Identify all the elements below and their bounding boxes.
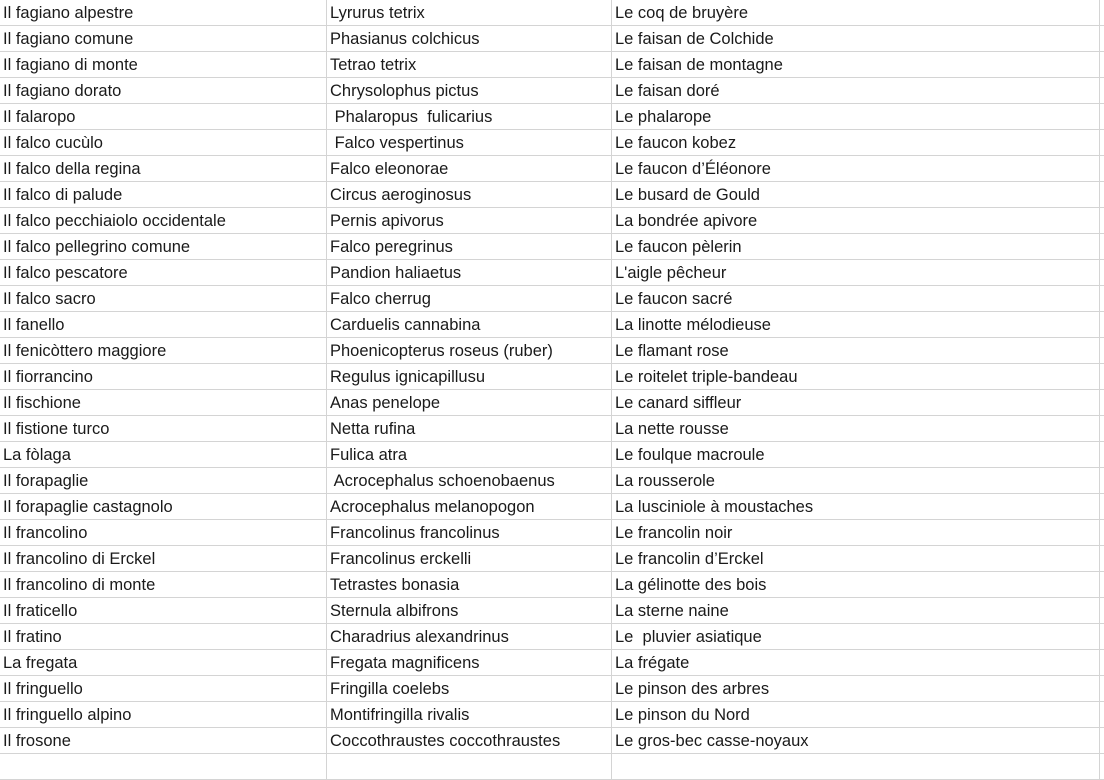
empty-cell[interactable] [1100, 130, 1104, 156]
italian-name-cell[interactable]: Il fiorrancino [0, 364, 327, 390]
latin-name-cell[interactable]: Sternula albifrons [327, 598, 612, 624]
italian-name-cell[interactable]: Il falco pescatore [0, 260, 327, 286]
italian-name-cell[interactable]: Il falco di palude [0, 182, 327, 208]
italian-name-cell[interactable]: Il fringuello alpino [0, 702, 327, 728]
table-row [0, 546, 1104, 572]
french-name-cell[interactable]: Le faucon d’Éléonore [612, 156, 1100, 182]
table-row [0, 702, 1104, 728]
french-name-cell[interactable]: Le faisan doré [612, 78, 1100, 104]
french-name-cell[interactable]: Le pinson du Nord [612, 702, 1100, 728]
french-name-cell[interactable]: La gélinotte des bois [612, 572, 1100, 598]
table-row [0, 468, 1104, 494]
french-name-cell[interactable]: Le pinson des arbres [612, 676, 1100, 702]
italian-name-cell[interactable]: Il falco cucùlo [0, 130, 327, 156]
latin-name-cell[interactable]: Fringilla coelebs [327, 676, 612, 702]
french-name-cell[interactable]: La nette rousse [612, 416, 1100, 442]
empty-cell[interactable] [1100, 286, 1104, 312]
table-row [0, 650, 1104, 676]
table-row [0, 520, 1104, 546]
italian-name-cell[interactable]: Il falco sacro [0, 286, 327, 312]
empty-cell[interactable] [1100, 520, 1104, 546]
latin-name-cell[interactable]: Pernis apivorus [327, 208, 612, 234]
empty-cell[interactable] [1100, 208, 1104, 234]
french-name-cell[interactable]: Le faucon sacré [612, 286, 1100, 312]
empty-cell[interactable] [0, 754, 327, 780]
french-name-cell[interactable]: Le flamant rose [612, 338, 1100, 364]
empty-cell[interactable] [612, 754, 1100, 780]
latin-name-cell[interactable]: Phalaropus fulicarius [327, 104, 612, 130]
french-name-cell[interactable]: Le roitelet triple-bandeau [612, 364, 1100, 390]
empty-cell[interactable] [1100, 494, 1104, 520]
empty-cell[interactable] [1100, 468, 1104, 494]
empty-cell[interactable] [1100, 676, 1104, 702]
empty-cell[interactable] [1100, 624, 1104, 650]
table-row [0, 130, 1104, 156]
latin-name-cell[interactable]: Tetrastes bonasia [327, 572, 612, 598]
empty-cell[interactable] [1100, 312, 1104, 338]
italian-name-cell[interactable]: La fòlaga [0, 442, 327, 468]
french-name-cell[interactable]: La bondrée apivore [612, 208, 1100, 234]
table-row [0, 52, 1104, 78]
empty-cell[interactable] [1100, 234, 1104, 260]
latin-name-cell[interactable]: Netta rufina [327, 416, 612, 442]
table-row [0, 286, 1104, 312]
empty-cell[interactable] [327, 754, 612, 780]
latin-name-cell[interactable]: Carduelis cannabina [327, 312, 612, 338]
french-name-cell[interactable]: La frégate [612, 650, 1100, 676]
empty-cell[interactable] [1100, 78, 1104, 104]
table-row [0, 598, 1104, 624]
french-name-cell[interactable]: Le phalarope [612, 104, 1100, 130]
italian-name-cell[interactable]: Il fagiano comune [0, 26, 327, 52]
latin-name-cell[interactable]: Lyrurus tetrix [327, 0, 612, 26]
french-name-cell[interactable]: Le foulque macroule [612, 442, 1100, 468]
empty-cell[interactable] [1100, 338, 1104, 364]
latin-name-cell[interactable]: Regulus ignicapillusu [327, 364, 612, 390]
italian-name-cell[interactable]: Il falco della regina [0, 156, 327, 182]
latin-name-cell[interactable]: Falco peregrinus [327, 234, 612, 260]
italian-name-cell[interactable]: Il frosone [0, 728, 327, 754]
latin-name-cell[interactable]: Anas penelope [327, 390, 612, 416]
latin-name-cell[interactable]: Acrocephalus melanopogon [327, 494, 612, 520]
empty-cell[interactable] [1100, 52, 1104, 78]
empty-cell[interactable] [1100, 650, 1104, 676]
french-name-cell[interactable]: Le faucon pèlerin [612, 234, 1100, 260]
table-row [0, 208, 1104, 234]
table-row [0, 338, 1104, 364]
italian-name-cell[interactable]: Il forapaglie castagnolo [0, 494, 327, 520]
french-name-cell[interactable]: Le canard siffleur [612, 390, 1100, 416]
french-name-cell[interactable]: La lusciniole à moustaches [612, 494, 1100, 520]
french-name-cell[interactable]: L'aigle pêcheur [612, 260, 1100, 286]
empty-cell[interactable] [1100, 754, 1104, 780]
empty-cell[interactable] [1100, 442, 1104, 468]
french-name-cell[interactable]: Le busard de Gould [612, 182, 1100, 208]
empty-cell[interactable] [1100, 390, 1104, 416]
table-row [0, 442, 1104, 468]
italian-name-cell[interactable]: Il fagiano di monte [0, 52, 327, 78]
italian-name-cell[interactable]: Il francolino di monte [0, 572, 327, 598]
latin-name-cell[interactable]: Falco vespertinus [327, 130, 612, 156]
latin-name-cell[interactable]: Charadrius alexandrinus [327, 624, 612, 650]
french-name-cell[interactable]: La sterne naine [612, 598, 1100, 624]
latin-name-cell[interactable]: Falco eleonorae [327, 156, 612, 182]
table-row [0, 104, 1104, 130]
french-name-cell[interactable]: La rousserole [612, 468, 1100, 494]
french-name-cell[interactable]: Le faucon kobez [612, 130, 1100, 156]
table-row [0, 390, 1104, 416]
italian-name-cell[interactable]: Il francolino [0, 520, 327, 546]
italian-name-cell[interactable]: Il francolino di Erckel [0, 546, 327, 572]
empty-cell[interactable] [1100, 156, 1104, 182]
latin-name-cell[interactable]: Chrysolophus pictus [327, 78, 612, 104]
empty-row [0, 754, 1104, 780]
empty-cell[interactable] [1100, 546, 1104, 572]
latin-name-cell[interactable]: Fregata magnificens [327, 650, 612, 676]
table-row [0, 156, 1104, 182]
latin-name-cell[interactable]: Falco cherrug [327, 286, 612, 312]
empty-cell[interactable] [1100, 260, 1104, 286]
latin-name-cell[interactable]: Phasianus colchicus [327, 26, 612, 52]
italian-name-cell[interactable]: Il fanello [0, 312, 327, 338]
latin-name-cell[interactable]: Fulica atra [327, 442, 612, 468]
italian-name-cell[interactable]: Il falaropo [0, 104, 327, 130]
table-row [0, 312, 1104, 338]
table-row [0, 26, 1104, 52]
latin-name-cell[interactable]: Tetrao tetrix [327, 52, 612, 78]
empty-cell[interactable] [1100, 0, 1104, 26]
latin-name-cell[interactable]: Pandion haliaetus [327, 260, 612, 286]
empty-cell[interactable] [1100, 416, 1104, 442]
empty-cell[interactable] [1100, 364, 1104, 390]
italian-name-cell[interactable]: Il fratino [0, 624, 327, 650]
empty-cell[interactable] [1100, 182, 1104, 208]
empty-cell[interactable] [1100, 572, 1104, 598]
table-row [0, 624, 1104, 650]
table-row [0, 0, 1104, 26]
table-row [0, 416, 1104, 442]
empty-cell[interactable] [1100, 702, 1104, 728]
italian-name-cell[interactable]: Il fagiano alpestre [0, 0, 327, 26]
table-row [0, 676, 1104, 702]
italian-name-cell[interactable]: Il fringuello [0, 676, 327, 702]
italian-name-cell[interactable]: Il fenicòttero maggiore [0, 338, 327, 364]
table-row [0, 728, 1104, 754]
latin-name-cell[interactable]: Coccothraustes coccothraustes [327, 728, 612, 754]
table-row [0, 234, 1104, 260]
latin-name-cell[interactable]: Circus aeroginosus [327, 182, 612, 208]
french-name-cell[interactable]: Le coq de bruyère [612, 0, 1100, 26]
latin-name-cell[interactable]: Phoenicopterus roseus (ruber) [327, 338, 612, 364]
empty-cell[interactable] [1100, 598, 1104, 624]
table-row [0, 260, 1104, 286]
table-row [0, 494, 1104, 520]
latin-name-cell[interactable]: Acrocephalus schoenobaenus [327, 468, 612, 494]
french-name-cell[interactable]: Le francolin noir [612, 520, 1100, 546]
table-row [0, 364, 1104, 390]
italian-name-cell[interactable]: La fregata [0, 650, 327, 676]
empty-cell[interactable] [1100, 26, 1104, 52]
french-name-cell[interactable]: La linotte mélodieuse [612, 312, 1100, 338]
latin-name-cell[interactable]: Francolinus francolinus [327, 520, 612, 546]
italian-name-cell[interactable]: Il forapaglie [0, 468, 327, 494]
french-name-cell[interactable]: Le francolin d’Erckel [612, 546, 1100, 572]
latin-name-cell[interactable]: Francolinus erckelli [327, 546, 612, 572]
italian-name-cell[interactable]: Il fraticello [0, 598, 327, 624]
table-row [0, 572, 1104, 598]
french-name-cell[interactable]: Le faisan de Colchide [612, 26, 1100, 52]
italian-name-cell[interactable]: Il fischione [0, 390, 327, 416]
italian-name-cell[interactable]: Il fistione turco [0, 416, 327, 442]
french-name-cell[interactable]: Le pluvier asiatique [612, 624, 1100, 650]
italian-name-cell[interactable]: Il fagiano dorato [0, 78, 327, 104]
empty-cell[interactable] [1100, 104, 1104, 130]
italian-name-cell[interactable]: Il falco pellegrino comune [0, 234, 327, 260]
latin-name-cell[interactable]: Montifringilla rivalis [327, 702, 612, 728]
table-row [0, 78, 1104, 104]
french-name-cell[interactable]: Le gros-bec casse-noyaux [612, 728, 1100, 754]
french-name-cell[interactable]: Le faisan de montagne [612, 52, 1100, 78]
table-row [0, 182, 1104, 208]
empty-cell[interactable] [1100, 728, 1104, 754]
italian-name-cell[interactable]: Il falco pecchiaiolo occidentale [0, 208, 327, 234]
